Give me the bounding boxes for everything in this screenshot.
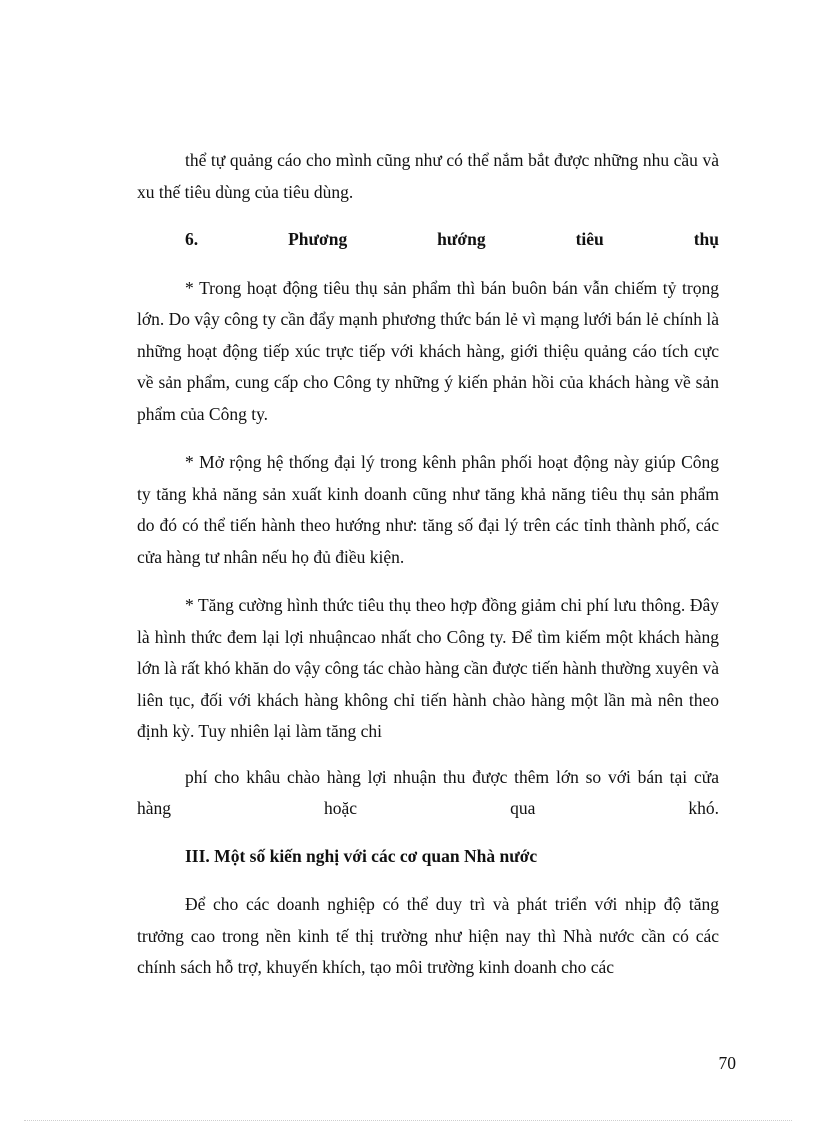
paragraph-contracts: * Tăng cường hình thức tiêu thụ theo hợp đồng giảm chi phí lưu thông. Đây là hình thức đem lại lợi nhuậncao nhất cho Công ty. Để tìm kiếm một khách hàng lớn là rất khó khăn do vậy công tác chào hàng cần được tiến hành thường xuyên và liên tục, đối với khách hàng không chỉ tiến hành chào hàng một lần mà nên theo định kỳ. Tuy nhiên lại làm tăng chi [137,595,719,741]
heading-6-word: thụ [693,229,720,249]
page-body [137,145,719,984]
paragraph-retail: * Trong hoạt động tiêu thụ sản phẩm thì bán buôn bán vẫn chiếm tỷ trọng lớn. Do vậy công ty cần đẩy mạnh phương thức bán lẻ vì mạng lưới bán lẻ chính là những hoạt động tiếp xúc trực tiếp với khách hàng, giới thiệu quảng cáo tích cực về sản phẩm, cung cấp cho Công ty những ý kiến phản hồi của khách hàng về sản phẩm của Công ty. [137,277,719,424]
paragraph-state-recommendations: Để cho các doanh nghiệp có thể duy trì và phát triển với nhịp độ tăng trưởng cao trong nền kinh tế thị trường như hiện nay thì Nhà nước cần có các chính sách hỗ trợ, khuyến khích, tạo môi trường kinh doanh cho các [137,894,719,977]
heading-6-number: 6. [185,229,199,249]
page-number: 70 [718,1053,736,1073]
paragraph-contracts-continued: phí cho khâu chào hàng lợi nhuận thu được thêm lớn so với bán tại cửa hàng hoặc qua khó. [137,766,719,818]
paragraph-intro: thể tự quảng cáo cho mình cũng như có thể nắm bắt được những nhu cầu và xu thế tiêu dùng của tiêu dùng. [137,150,719,202]
heading-6-word: Phương [288,229,348,249]
heading-6-word: tiêu [575,229,604,249]
section-heading-iii: III. Một số kiến nghị với các cơ quan Nhà nước [185,845,538,866]
section-heading-6 [137,224,719,256]
footer-divider [24,1120,792,1121]
paragraph-agents: * Mở rộng hệ thống đại lý trong kênh phân phối hoạt động này giúp Công ty tăng khả năng sản xuất kinh doanh cũng như tăng khả năng tiêu thụ sản phẩm do đó có thể tiến hành theo hướng như: tăng số đại lý trên các tỉnh thành phố, các cửa hàng tư nhân nếu họ đủ điều kiện. [137,452,719,567]
heading-6-word: hướng [437,229,486,249]
